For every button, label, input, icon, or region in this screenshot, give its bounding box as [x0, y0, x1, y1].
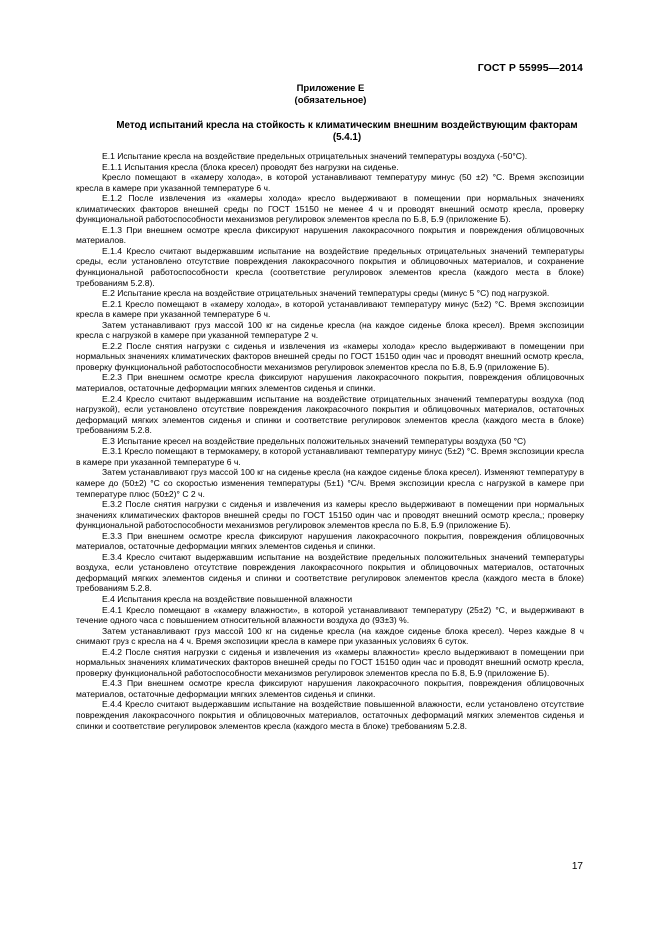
- section-title: Метод испытаний кресла на стойкость к климатическим внешним воздействующим факторам (5.4.1): [116, 120, 578, 143]
- paragraph: Е.3.2 После снятия нагрузки с сиденья и извлечения из камеры кресло выдерживают в помещении при нормальных значениях климатических факторов внешней среды по ГОСТ 15150 один час и проводят внешний осмотр кресла,; проверку функциональной работоспособности механизмов регулировок элементов кресла по Б.8, Б.9 (приложение Б).: [76, 499, 584, 531]
- appendix-status: (обязательное): [294, 95, 367, 106]
- appendix-label: Приложение Е: [296, 83, 365, 94]
- paragraph: Е.1.3 При внешнем осмотре кресла фиксируют нарушения лакокрасочного покрытия и повреждения облицовочных материалов.: [76, 224, 584, 246]
- standard-code: ГОСТ Р 55995—2014: [477, 62, 583, 74]
- paragraph: Затем устанавливают груз массой 100 кг на сиденье кресла (на каждое сиденье блока кресел). Время экспозиции кресла с нагрузкой в камере при указанной температуре 2 ч.: [76, 319, 584, 341]
- paragraph: Е.2.1 Кресло помещают в «камеру холода», в которой устанавливают температуру минус (5±2) °С. Время экспозиции кресла в камере при указанной температуре 6 ч.: [76, 298, 584, 320]
- paragraph: Затем устанавливают груз массой 100 кг на сиденье кресла (на каждое сиденье блока кресел). Через каждые 8 ч снимают груз с кресла на 4 ч. Время экспозиции кресла в камере при указанных условиях 6 суток.: [76, 625, 584, 647]
- paragraph: Е.3.1 Кресло помещают в термокамеру, в которой устанавливают температуру минус (5±2) °С. Время экспозиции кресла в камере при указанной температуре 6 ч.: [76, 446, 584, 467]
- paragraph: Е.3 Испытание кресел на воздействие предельных положительных значений температуры воздуха (50 °С): [102, 435, 527, 446]
- paragraph: Е.1.1 Испытания кресла (блока кресел) проводят без нагрузки на сиденье.: [102, 161, 399, 172]
- paragraph: Е.3.4 Кресло считают выдержавшим испытание на воздействие предельных положительных значений температуры воздуха, если установлено отсутствие повреждения лакокрасочного покрытия и облицовочных материалов, остаточных деформаций мягких элементов сиденья и спинки и соответствие регулировок элементов кресла (каждого места в блоке) требованиям 5.2.8.: [76, 551, 584, 594]
- paragraph: Е.4.2 После снятия нагрузки с сиденья и извлечения из «камеры влажности» кресло выдерживают в помещении при нормальных значениях климатических факторов внешней среды по ГОСТ 15150 один час и проводят внешний осмотр кресла, проверку функциональной работоспособности механизмов регулировок элементов кресла по Б.8, Б.9 (приложение Б).: [76, 646, 584, 678]
- paragraph: Е.1 Испытание кресла на воздействие предельных отрицательных значений температуры воздуха (-50°С).: [102, 151, 528, 161]
- page-number: 17: [571, 861, 583, 872]
- paragraph: Кресло помещают в «камеру холода», в которой устанавливают температуру минус (50 ±2) °С. Время экспозиции кресла в камере при указанной температуре 6 ч.: [76, 172, 584, 193]
- paragraph: Е.2.3 При внешнем осмотре кресла фиксируют нарушения лакокрасочного покрытия, повреждения облицовочных материалов, остаточные деформации мягких элементов сиденья и спинки.: [76, 372, 584, 394]
- paragraph: Е.3.3 При внешнем осмотре кресла фиксируют нарушения лакокрасочного покрытия, повреждения облицовочных материалов, остаточные деформации мягких элементов сиденья и спинки.: [76, 530, 584, 552]
- paragraph: Е.4.1 Кресло помещают в «камеру влажности», в которой устанавливают температуру (25±2) °С, и выдерживают в течение одного часа с повышением относительной влажности воздуха до (93±3) %.: [76, 604, 584, 626]
- paragraph: Е.2.4 Кресло считают выдержавшим испытание на воздействие отрицательных значений температуры воздуха (под нагрузкой), если установлено отсутствие повреждения лакокрасочного покрытия и облицовочных материалов, остаточных деформаций мягких элементов сиденья и спинки и соответствие регулировок элементов кресла (каждого места в блоке) требованиям 5.2.8.: [76, 393, 584, 436]
- paragraph: Е.2 Испытание кресла на воздействие отрицательных значений температуры среды (минус 5 °С) под нагрузкой.: [102, 288, 550, 299]
- paragraph: Е.2.2 После снятия нагрузки с сиденья и извлечения из «камеры холода» кресло выдерживают в помещении при нормальных значениях климатических факторов внешней среды по ГОСТ 15150 один час и проводят внешний осмотр кресла, проверку функциональной работоспособности механизмов регулировок элементов кресла по Б.8, Б.9 (приложение Б).: [76, 340, 584, 372]
- paragraph: Затем устанавливают груз массой 100 кг на сиденье кресла (на каждое сиденье блока кресел). Изменяют температуру в камере до (50±2) °С со скоростью изменения температуры (5±1) °С/ч. Время экспозиции кресла с нагрузкой в камере при температуре плюс (50±2)° С 2 ч.: [76, 467, 584, 499]
- paragraph: Е.4.3 При внешнем осмотре кресла фиксируют нарушения лакокрасочного покрытия, повреждения облицовочных материалов, остаточные деформации мягких элементов сиденья и спинки.: [76, 678, 584, 699]
- paragraph: Е.1.4 Кресло считают выдержавшим испытание на воздействие предельных отрицательных значений температуры среды, если установлено отсутствие повреждения лакокрасочного покрытия и облицовочных материалов, и сохранение функциональной работоспособности кресла (соответствие регулировок элементов кресла (каждого места в блоке) требованиям 5.2.8).: [76, 245, 584, 288]
- paragraph: Е.4 Испытания кресла на воздействие повышенной влажности: [102, 593, 353, 604]
- paragraph: Е.4.4 Кресло считают выдержавшим испытание на воздействие повышенной влажности, если установлено отсутствие повреждения лакокрасочного покрытия и облицовочных материалов, остаточных деформаций мягких элементов сиденья и спинки и соответствие регулировок элементов кресла (каждого места в блоке) требованиям 5.2.8.: [76, 699, 584, 731]
- paragraph: Е.1.2 После извлечения из «камеры холода» кресло выдерживают в помещении при нормальных значениях климатических факторов внешней среды по ГОСТ 15150 не менее 4 ч и проводят внешний осмотр кресла, проверку функциональной работоспособности механизмов регулировок элементов кресла по Б.8, Б.9 (приложение Б).: [76, 193, 584, 225]
- body-text: [76, 151, 584, 731]
